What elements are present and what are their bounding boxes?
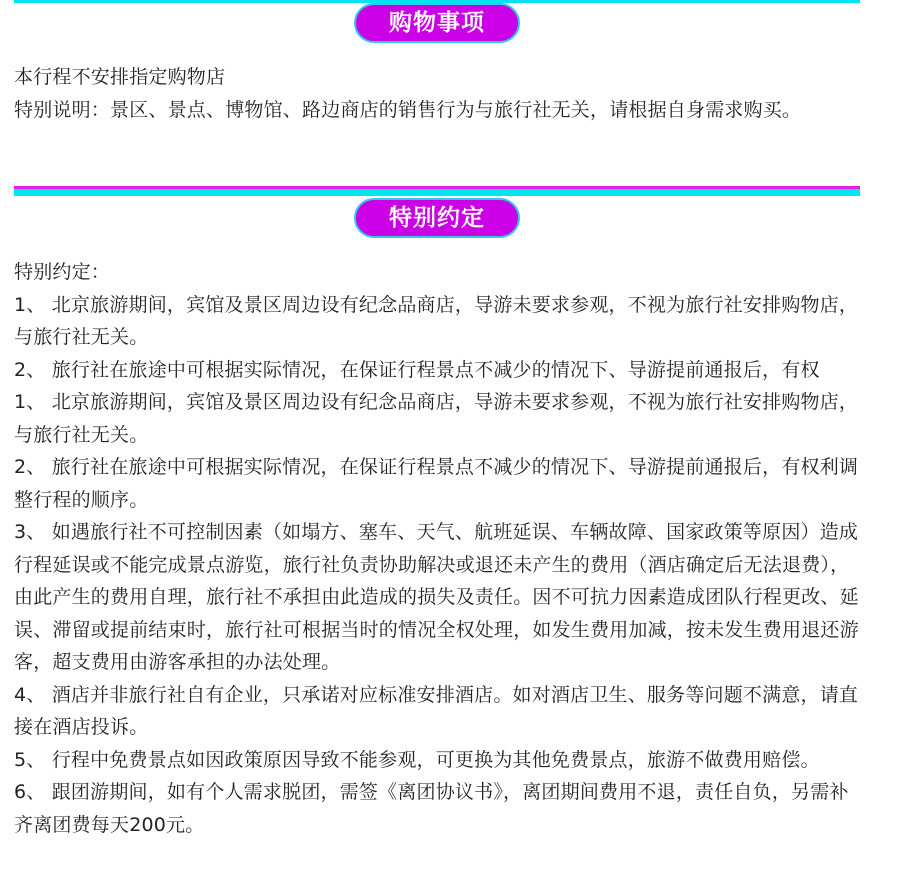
shopping-content: [14, 61, 860, 126]
special-item: 1、 北京旅游期间，宾馆及景区周边设有纪念品商店，导游未要求参观，不视为旅行社安排购物店，与旅行社无关。: [14, 293, 859, 348]
shopping-section: [14, 0, 860, 126]
special-item: 4、 酒店并非旅行社自有企业，只承诺对应标准安排酒店。如对酒店卫生、服务等问题不满意，请直接在酒店投诉。: [14, 683, 859, 738]
special-item: 2、 旅行社在旅途中可根据实际情况，在保证行程景点不减少的情况下、导游提前通报后，有权: [14, 358, 820, 381]
special-title-badge: 特别约定: [354, 198, 520, 238]
shopping-header: [14, 0, 860, 46]
special-intro: 特别约定：: [14, 261, 111, 283]
shopping-line: 特别说明：景区、景点、博物馆、路边商店的销售行为与旅行社无关，请根据自身需求购买。: [14, 98, 802, 121]
special-content: [14, 256, 860, 841]
special-header-line: [14, 186, 860, 196]
special-item: 3、 如遇旅行社不可控制因素（如塌方、塞车、天气、航班延误、车辆故障、国家政策等原因）造成行程延误或不能完成景点游览，旅行社负责协助解决或退还未产生的费用（酒店确定后无法退费），由此产生的费用自理，旅行社不承担由此造成的损失及责任。因不可抗力因素造成团队行程更改、延误、滞留或提前结束时，旅行社可根据当时的情况全权处理，如发生费用加减，按未发生费用退还游客，超支费用由游客承担的办法处理。: [14, 521, 859, 673]
special-item: 6、 跟团游期间，如有个人需求脱团，需签《离团协议书》，离团期间费用不退，责任自负，另需补齐离团费每天200元。: [14, 781, 849, 836]
shopping-title-badge: 购物事项: [354, 3, 520, 43]
special-item: 5、 行程中免费景点如因政策原因导致不能参观，可更换为其他免费景点，旅游不做费用赔偿。: [14, 748, 820, 771]
special-section: [14, 186, 860, 841]
special-item: 1、 北京旅游期间，宾馆及景区周边设有纪念品商店，导游未要求参观，不视为旅行社安排购物店，与旅行社无关。: [14, 391, 859, 446]
special-header: [14, 186, 860, 232]
shopping-line: 本行程不安排指定购物店: [14, 66, 226, 88]
special-item: 2、 旅行社在旅途中可根据实际情况，在保证行程景点不减少的情况下、导游提前通报后，有权利调整行程的顺序。: [14, 456, 859, 511]
